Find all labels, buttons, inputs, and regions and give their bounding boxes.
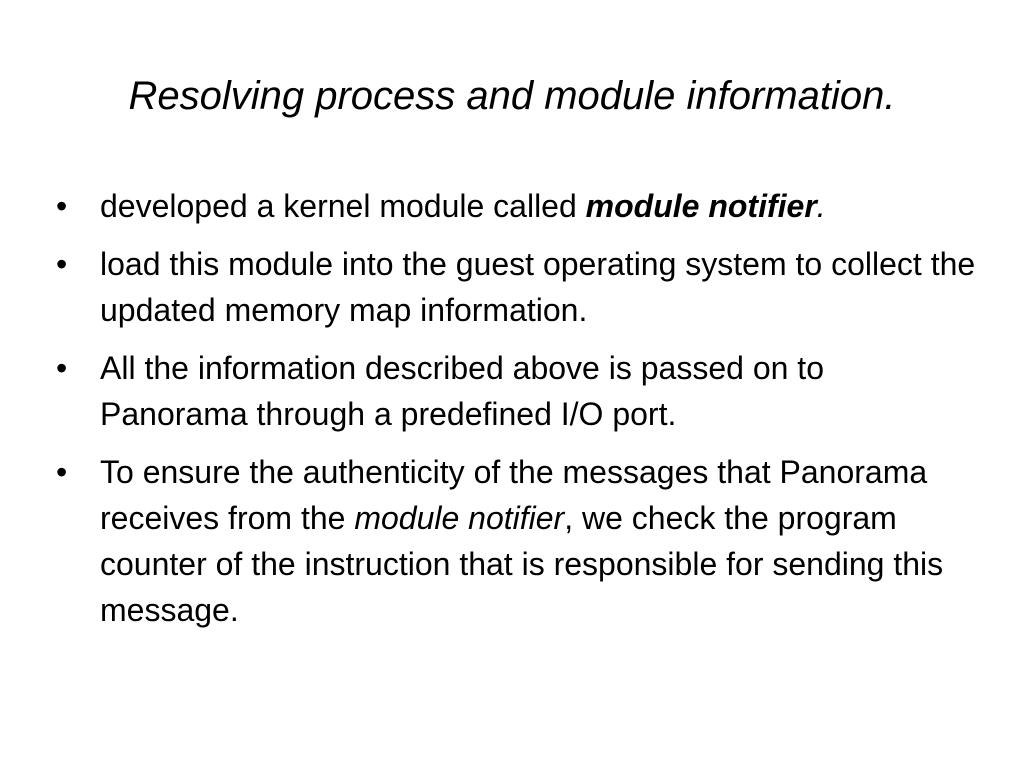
emphasis-term: module notifier	[354, 500, 565, 536]
bullet-dot-icon: •	[56, 246, 68, 282]
bullet-item	[56, 345, 976, 437]
bullet-text: .	[816, 188, 826, 224]
bullet-dot-icon: •	[56, 454, 68, 490]
bullet-item	[56, 449, 976, 633]
bullet-dot-icon: •	[56, 188, 68, 224]
emphasis-term: module notifier	[585, 188, 817, 224]
bullet-text: All the information described above is passed on to Panorama through a predefined I/O port.	[100, 350, 824, 432]
bullet-list	[56, 183, 976, 645]
bullet-text: To ensure the authenticity of the messages that Panorama receives from the	[100, 454, 928, 536]
bullet-text: developed a kernel module called	[100, 188, 586, 224]
bullet-item	[56, 183, 976, 229]
bullet-dot-icon: •	[56, 350, 68, 386]
slide-title: Resolving process and module information.	[128, 74, 896, 118]
bullet-text: load this module into the guest operating system to collect the updated memory map information.	[100, 246, 976, 328]
bullet-item	[56, 241, 976, 333]
bullet-text: , we check the program counter of the instruction that is responsible for sending this message.	[100, 500, 944, 628]
